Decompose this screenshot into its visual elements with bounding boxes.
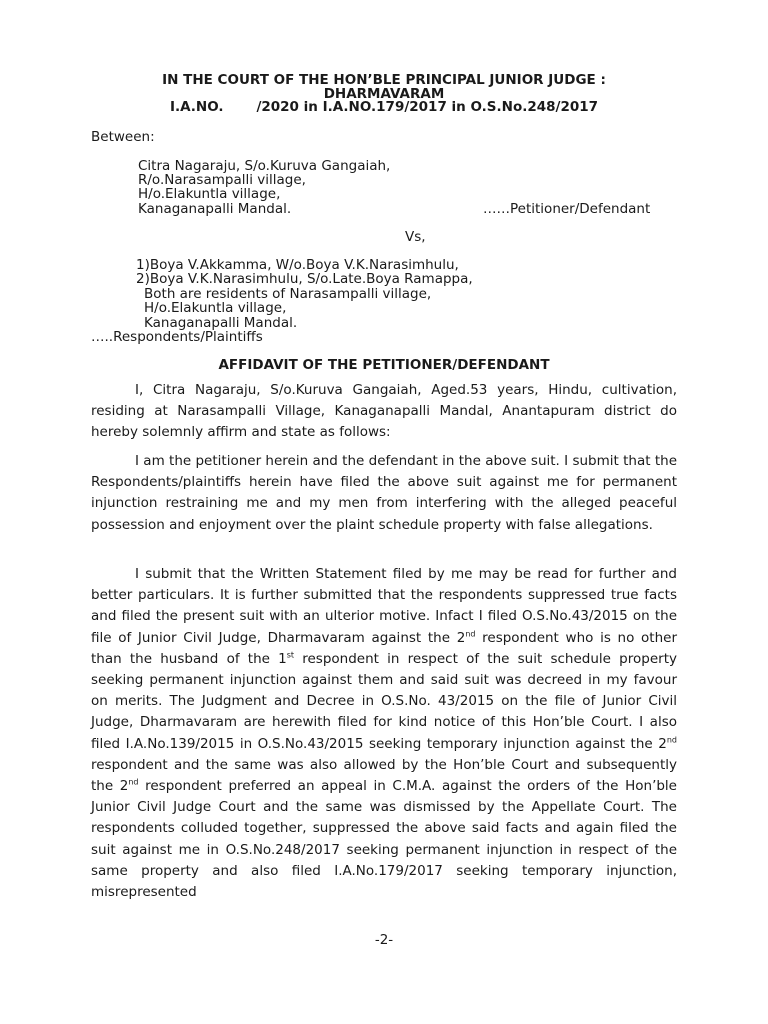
versus-label: Vs, <box>405 229 426 245</box>
respondent-line: H/o.Elakuntla village, <box>144 300 287 316</box>
paragraph-suit-submission: I am the petitioner herein and the defendant in the above suit. I submit that the Respondents/plaintiffs herein have filed the above suit against me for permanent injunction restraining me and my men from interfering with the alleged peaceful possession and enjoyment over the plaint schedule property with false allegations. <box>91 453 677 533</box>
petitioner-line: Citra Nagaraju, S/o.Kuruva Gangaiah, <box>138 158 391 174</box>
paragraph-affirmation: I, Citra Nagaraju, S/o.Kuruva Gangaiah, Aged.53 years, Hindu, cultivation, residing at Narasampalli Village, Kanaganapalli Mandal, Anantapuram district do hereby solemnly affirm and state as follows: <box>91 382 677 441</box>
court-heading-line1: IN THE COURT OF THE HON’BLE PRINCIPAL JUNIOR JUDGE : <box>162 72 606 88</box>
paragraph-written-statement: I submit that the Written Statement filed by me may be read for further and better particulars. It is further submitted that the respondents suppressed true facts and filed the present suit with an ulterior motive. Infact I filed O.S.No.43/2015 on the file of Junior Civil Judge, Dharmavaram against the 2nd respondent who is no other than the husband of the 1st respondent in respect of the suit schedule property seeking permanent injunction against them and said suit was decreed in my favour on merits. The Judgment and Decree in O.S.No. 43/2015 on the file of Junior Civil Judge, Dharmavaram are herewith filed for kind notice of this Hon’ble Court. I also filed I.A.No.139/2015 in O.S.No.43/2015 seeking temporary injunction against the 2nd respondent and the same was also allowed by the Hon’ble Court and subsequently the 2nd respondent preferred an appeal in C.M.A. against the orders of the Hon’ble Junior Civil Judge Court and the same was dismissed by the Appellate Court. The respondents colluded together, suppressed the above said facts and again filed the suit against me in O.S.No.248/2017 seeking permanent injunction in respect of the same property and also filed I.A.No.179/2017 seeking temporary injunction, misrepresented <box>91 566 677 901</box>
court-heading-line2: DHARMAVARAM <box>323 86 445 102</box>
petitioner-line: Kanaganapalli Mandal. <box>138 201 292 217</box>
case-number-heading: I.A.NO. /2020 in I.A.NO.179/2017 in O.S.No.248/2017 <box>169 99 599 115</box>
petitioner-line: H/o.Elakuntla village, <box>138 186 281 202</box>
respondent-line: 1)Boya V.Akkamma, W/o.Boya V.K.Narasimhulu, <box>136 257 459 273</box>
between-label: Between: <box>91 129 155 145</box>
page-number: -2- <box>374 932 394 948</box>
respondent-line: Both are residents of Narasampalli village, <box>144 286 432 302</box>
petitioner-line: R/o.Narasampalli village, <box>138 172 306 188</box>
respondents-role: …..Respondents/Plaintiffs <box>91 329 263 345</box>
petitioner-role: ……Petitioner/Defendant <box>483 201 651 217</box>
respondent-line: 2)Boya V.K.Narasimhulu, S/o.Late.Boya Ramappa, <box>136 271 473 287</box>
affidavit-title: AFFIDAVIT OF THE PETITIONER/DEFENDANT <box>218 357 550 373</box>
respondent-line: Kanaganapalli Mandal. <box>144 315 298 331</box>
